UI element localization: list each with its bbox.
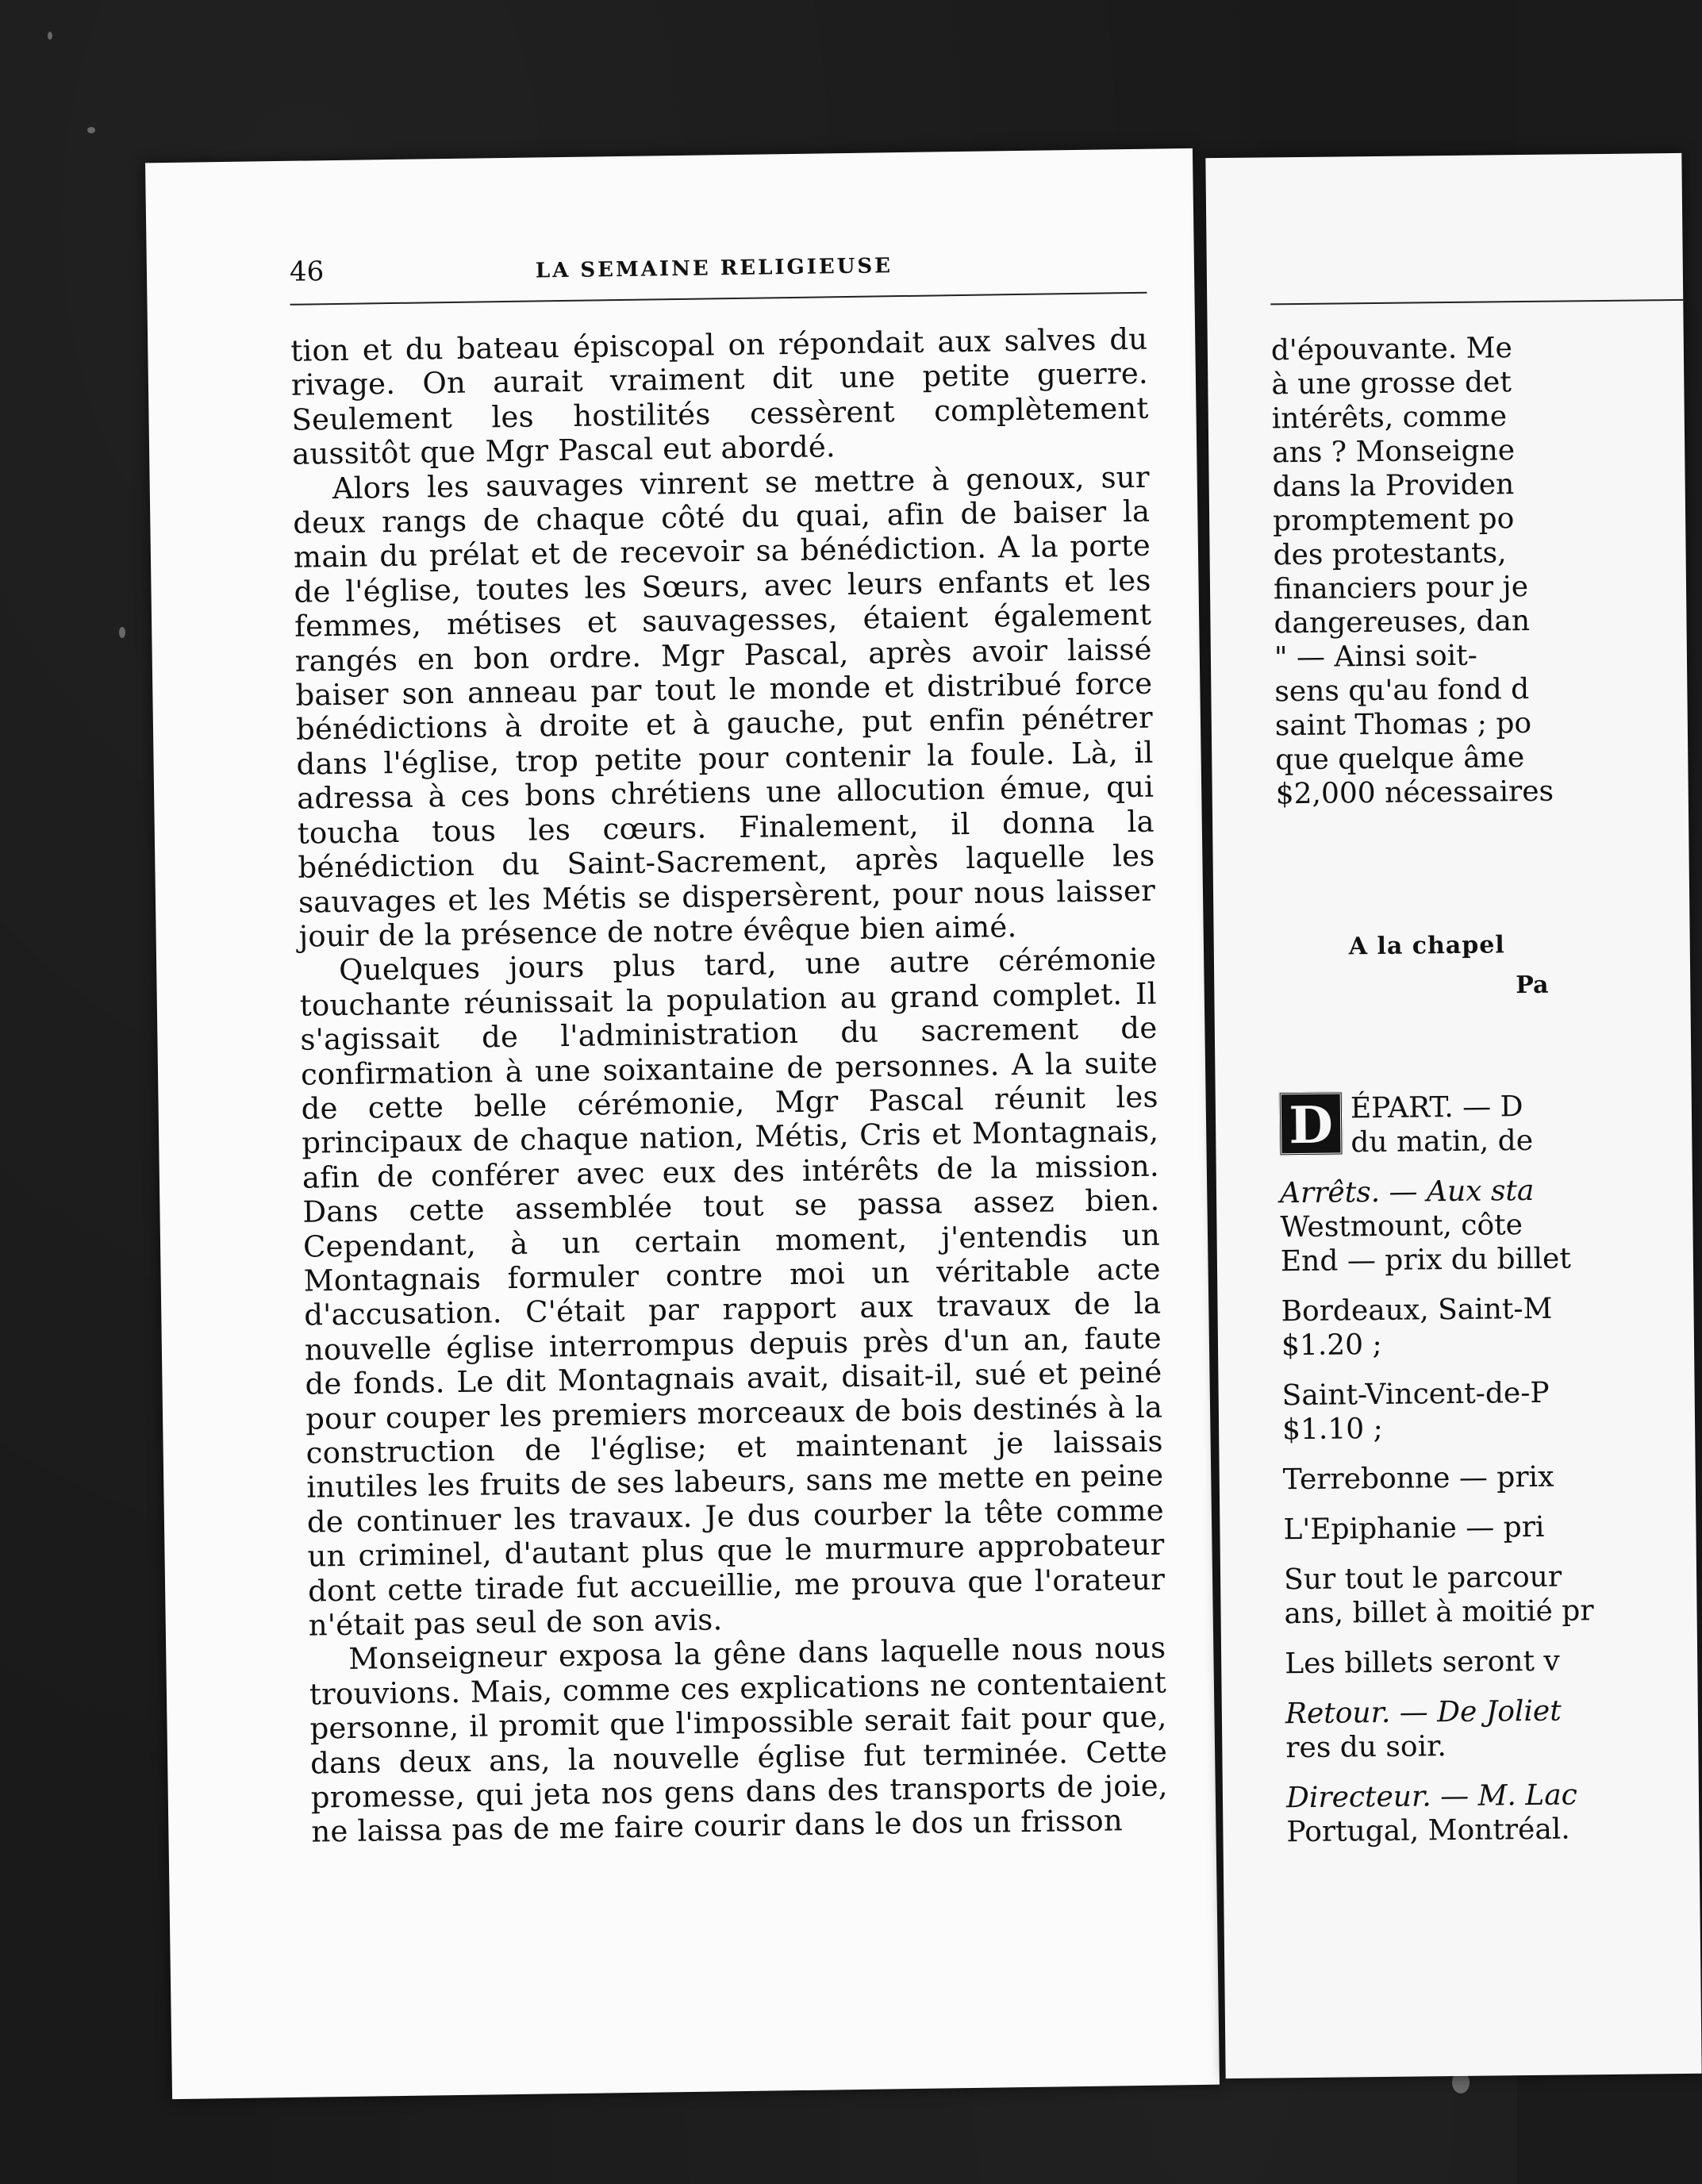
text-line: financiers pour je	[1273, 570, 1529, 606]
paragraph: tion et du bateau épiscopal on répondait aux salves du rivage. On aurait vraiment dit une petite guerre. Seulement les hostilités cessèrent complètement aussitôt que Mgr Pascal eut abordé.	[290, 321, 1149, 472]
text-line: ans ? Monseigne	[1272, 434, 1516, 470]
dust-speck	[87, 127, 95, 133]
text-line: promptement po	[1272, 502, 1515, 538]
text-line: dangereuses, dan	[1274, 604, 1531, 640]
text-line: Sur tout le parcour	[1283, 1560, 1562, 1597]
paragraph: Monseigneur exposa la gêne dans laquelle nous nous trouvions. Mais, comme ces explications ne contentaient personne, il promit que l'impossible serait fait pour que, dans deux ans, la nouvelle église fut terminée. Cette promesse, qui jeta nos gens dans des transports de joie, ne laissa pas de me faire courir dans le dos un frisson	[309, 1630, 1169, 1850]
text-line: Westmount, côte	[1280, 1209, 1523, 1244]
text-line: End — prix du billet	[1280, 1242, 1572, 1278]
text-line: $1.20 ;	[1281, 1328, 1382, 1363]
text-line: du matin, de	[1350, 1124, 1534, 1159]
text-line: Les billets seront v	[1285, 1644, 1560, 1681]
text-line: Bordeaux, Saint-M	[1281, 1292, 1553, 1328]
text-line: d'épouvante. Me	[1270, 332, 1513, 367]
paragraph: Quelques jours plus tard, une autre cérémonie touchante réunissait la population au grand complet. Il s'agissait de l'administration du sacrement de confirmation à une soixantaine de personnes. A la suite de cette belle cérémonie, Mgr Pascal réunit les principaux de chaque nation, Métis, Cris et Montagnais, afin de conférer avec eux des intérêts de la mission. Dans cette assemblée tout se passa assez bien. Cependant, à un certain moment, j'entendis un Montagnais formuler contre moi un véritable acte d'accusation. C'était par rapport aux travaux de la nouvelle église interrompus depuis près d'un an, faute de fonds. Le dit Montagnais avait, disait-il, sué et peiné pour couper les premiers morceaux de bois destinés à la construction de l'église; et maintenant je laissais inutiles les fruits de ses labeurs, sans me mette en peine de continuer les travaux. Je dus courber la tête comme un criminel, d'autant plus que le murmure approbateur dont cette tirade fut accueillie, me prouva que l'orateur n'était pas seul de son avis.	[299, 941, 1166, 1643]
text-line: Directeur. — M. Lac	[1285, 1778, 1578, 1815]
section-subheading: Pa	[1516, 971, 1549, 1000]
text-line: dans la Providen	[1272, 468, 1515, 504]
dropcap-paragraph	[1279, 1088, 1692, 1160]
dust-speck	[48, 32, 52, 40]
paragraph: Alors les sauvages vinrent se mettre à genoux, sur deux rangs de chaque côté du quai, afin de baiser la main du prélat et de recevoir sa bénédiction. A la porte de l'église, toutes les Sœurs, avec leurs enfants et les femmes, métises et sauvagesses, étaient également rangés en bon ordre. Mgr Pascal, après avoir laissé baiser son anneau par tout le monde et distribué force bénédictions à droite et à gauche, put enfin pénétrer dans l'église, trop petite pour contenir la foule. Là, il adressa à ces bons chrétiens une allocution émue, qui toucha tous les cœurs. Finalement, il donna la bénédiction du Saint-Sacrement, après laquelle les sauvages et les Métis se dispersèrent, pour nous laisser jouir de la présence de notre évêque bien aimé.	[293, 459, 1156, 954]
section-heading: A la chapel	[1348, 931, 1505, 961]
text-line: intérêts, comme	[1271, 400, 1508, 436]
page-number: 46	[289, 256, 325, 288]
dust-speck	[119, 627, 125, 638]
text-line: sens qu'au fond d	[1274, 672, 1530, 709]
left-page-content	[290, 244, 1169, 1850]
text-line: $2,000 nécessaires	[1275, 775, 1554, 811]
text-line: Saint-Vincent-de-P	[1281, 1376, 1550, 1413]
text-line: ans, billet à moitié pr	[1284, 1594, 1594, 1631]
text-line: " — Ainsi soit-	[1274, 639, 1478, 675]
header-rule	[1270, 299, 1683, 305]
dropcap-letter: D	[1279, 1091, 1343, 1155]
text-line: Portugal, Montréal.	[1286, 1813, 1570, 1849]
left-page	[145, 148, 1220, 2099]
text-line: saint Thomas ; po	[1274, 706, 1532, 743]
right-page-content	[1270, 299, 1699, 1849]
text-line: res du soir.	[1285, 1730, 1447, 1765]
text-line: L'Epiphanie — pri	[1283, 1510, 1545, 1547]
text-line: des protestants,	[1273, 536, 1507, 572]
text-line: $1.10 ;	[1281, 1412, 1383, 1447]
text-line: Arrêts. — Aux sta	[1279, 1174, 1535, 1210]
text-line: à une grosse det	[1271, 366, 1512, 402]
text-line: ÉPART. — D	[1350, 1090, 1523, 1125]
text-line: que quelque âme	[1275, 741, 1525, 777]
text-line: Terrebonne — prix	[1282, 1460, 1554, 1497]
running-title: LA SEMAINE RELIGIEUSE	[535, 254, 893, 283]
right-page	[1205, 153, 1701, 2078]
body-text	[290, 322, 1169, 1850]
page-header	[290, 244, 1147, 306]
text-line: Retour. — De Joliet	[1285, 1694, 1562, 1731]
